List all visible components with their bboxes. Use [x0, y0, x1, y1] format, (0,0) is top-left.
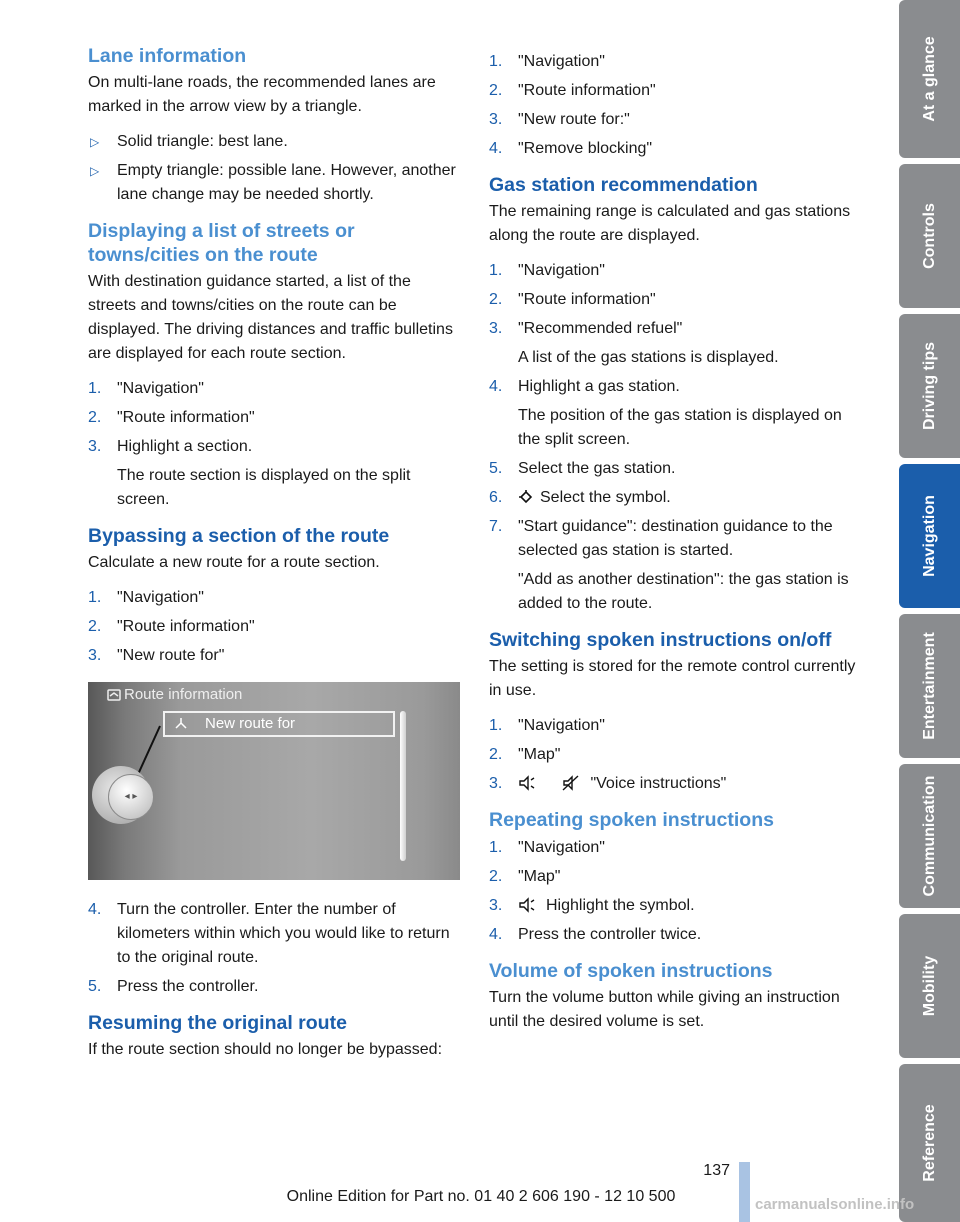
numbered-list: [489, 259, 861, 616]
list-item: 3. Highlight a section. The route section is displayed on the split screen.: [88, 438, 411, 508]
list-item: 1. "Navigation": [489, 839, 605, 856]
list-item: 5. Select the gas station.: [489, 460, 676, 477]
paragraph: If the route section should no longer be bypassed:: [88, 1041, 443, 1058]
section-route-list: [88, 219, 460, 512]
speaker-icon: [518, 897, 540, 913]
screen-title: Route information: [124, 686, 243, 703]
numbered-list: [489, 714, 861, 796]
speaker-on-icon: [518, 775, 540, 791]
list-item: 1. "Navigation": [489, 53, 605, 70]
section-repeating: [489, 808, 861, 947]
numbered-list: [88, 377, 460, 512]
heading-route-list: Displaying a list of streets or towns/cities on the route: [88, 220, 355, 266]
list-item: 4. Turn the controller. Enter the number of kilometers within which you would like to return to the original route.: [88, 901, 450, 966]
list-item: 2. "Map": [489, 868, 561, 885]
list-item: 3. "Voice instructions": [489, 775, 727, 792]
heading-resuming: Resuming the original route: [88, 1012, 347, 1034]
list-item: 1. "Navigation": [489, 717, 605, 734]
numbered-list: [489, 836, 861, 947]
controller-icon: ◂ ▸: [108, 774, 154, 820]
heading-gas-station: Gas station recommendation: [489, 174, 758, 196]
paragraph: With destination guidance started, a list of the streets and towns/cities on the route can be displayed. The driving distances and traffic bulletins are displayed for each route section.: [88, 273, 453, 362]
heading-bypassing: Bypassing a section of the route: [88, 525, 390, 547]
list-item: 6. Select the symbol.: [489, 489, 671, 506]
numbered-list: [88, 898, 460, 999]
tab-reference[interactable]: Reference: [899, 1064, 960, 1222]
list-item: 2. "Route information": [489, 291, 656, 308]
list-item: 3. "New route for": [88, 647, 225, 664]
list-item: 1. "Navigation": [88, 380, 204, 397]
list-item: 2. "Map": [489, 746, 561, 763]
list-item: 1. "Navigation": [489, 262, 605, 279]
section-bypassing: [88, 524, 460, 999]
section-lane-information: [88, 44, 460, 207]
heading-volume: Volume of spoken instructions: [489, 960, 773, 982]
footer-text: Online Edition for Part no. 01 40 2 606 190 - 12 10 500: [286, 1188, 676, 1205]
watermark: carmanualsonline.info: [755, 1196, 915, 1213]
page-marker-bar: [739, 1162, 750, 1222]
section-volume: [489, 959, 861, 1034]
tab-mobility[interactable]: Mobility: [899, 914, 960, 1058]
screen-menu-item: New route for: [163, 711, 395, 737]
tab-controls[interactable]: Controls: [899, 164, 960, 308]
list-item: 3. "New route for:": [489, 111, 630, 128]
list-item: 5. Press the controller.: [88, 978, 259, 995]
screen-scrollbar: [400, 711, 406, 861]
tab-navigation[interactable]: Navigation: [899, 464, 960, 608]
speaker-off-icon: [562, 775, 584, 791]
list-item: 4. Press the controller twice.: [489, 926, 702, 943]
paragraph: On multi-lane roads, the recommended lanes are marked in the arrow view by a triangle.: [88, 74, 436, 115]
numbered-list: [88, 586, 460, 668]
heading-spoken-on-off: Switching spoken instructions on/off: [489, 629, 832, 651]
triangle-bullet-icon: ▷: [90, 164, 100, 178]
list-item: 2. "Route information": [489, 82, 656, 99]
section-gas-station: [489, 173, 861, 616]
triangle-bullet-icon: ▷: [90, 135, 100, 149]
right-column: [489, 44, 861, 1034]
tab-driving-tips[interactable]: Driving tips: [899, 314, 960, 458]
tab-entertainment[interactable]: Entertainment: [899, 614, 960, 758]
section-resuming: [88, 1011, 460, 1062]
list-item: 3. Highlight the symbol.: [489, 897, 695, 914]
list-item: 4. "Remove blocking": [489, 140, 653, 157]
list-item: 1. "Navigation": [88, 589, 204, 606]
numbered-list: [489, 50, 861, 161]
list-item: ▷ Empty triangle: possible lane. However, another lane change may be needed shortly.: [88, 159, 460, 207]
heading-repeating: Repeating spoken instructions: [489, 809, 774, 831]
left-column: [88, 44, 460, 1062]
paragraph: Calculate a new route for a route section.: [88, 554, 380, 571]
paragraph: The remaining range is calculated and gas stations along the route are displayed.: [489, 203, 851, 244]
tab-communication[interactable]: Communication: [899, 764, 960, 908]
list-item: 2. "Route information": [88, 618, 255, 635]
list-item: 3. "Recommended refuel" A list of the gas stations is displayed.: [489, 320, 779, 366]
chapter-tabs: [899, 0, 960, 1222]
list-item: ▷ Solid triangle: best lane.: [88, 130, 460, 154]
section-spoken-on-off: [489, 628, 861, 796]
list-item: 7. "Start guidance": destination guidance to the selected gas station is started. "Add as another destination": the gas station is added to the route.: [489, 518, 849, 612]
heading-lane-information: Lane information: [88, 45, 247, 67]
tab-at-a-glance[interactable]: At a glance: [899, 0, 960, 158]
paragraph: The setting is stored for the remote control currently in use.: [489, 658, 856, 699]
route-info-icon: [108, 690, 120, 700]
start-guidance-icon: [518, 489, 534, 505]
bullet-list: [88, 130, 460, 207]
page-number: 137: [703, 1162, 730, 1179]
list-item: 2. "Route information": [88, 409, 255, 426]
list-item: 4. Highlight a gas station. The position of the gas station is displayed on the split screen.: [489, 378, 842, 448]
paragraph: Turn the volume button while giving an instruction until the desired volume is set.: [489, 989, 840, 1030]
route-information-screen-image: [88, 682, 460, 880]
